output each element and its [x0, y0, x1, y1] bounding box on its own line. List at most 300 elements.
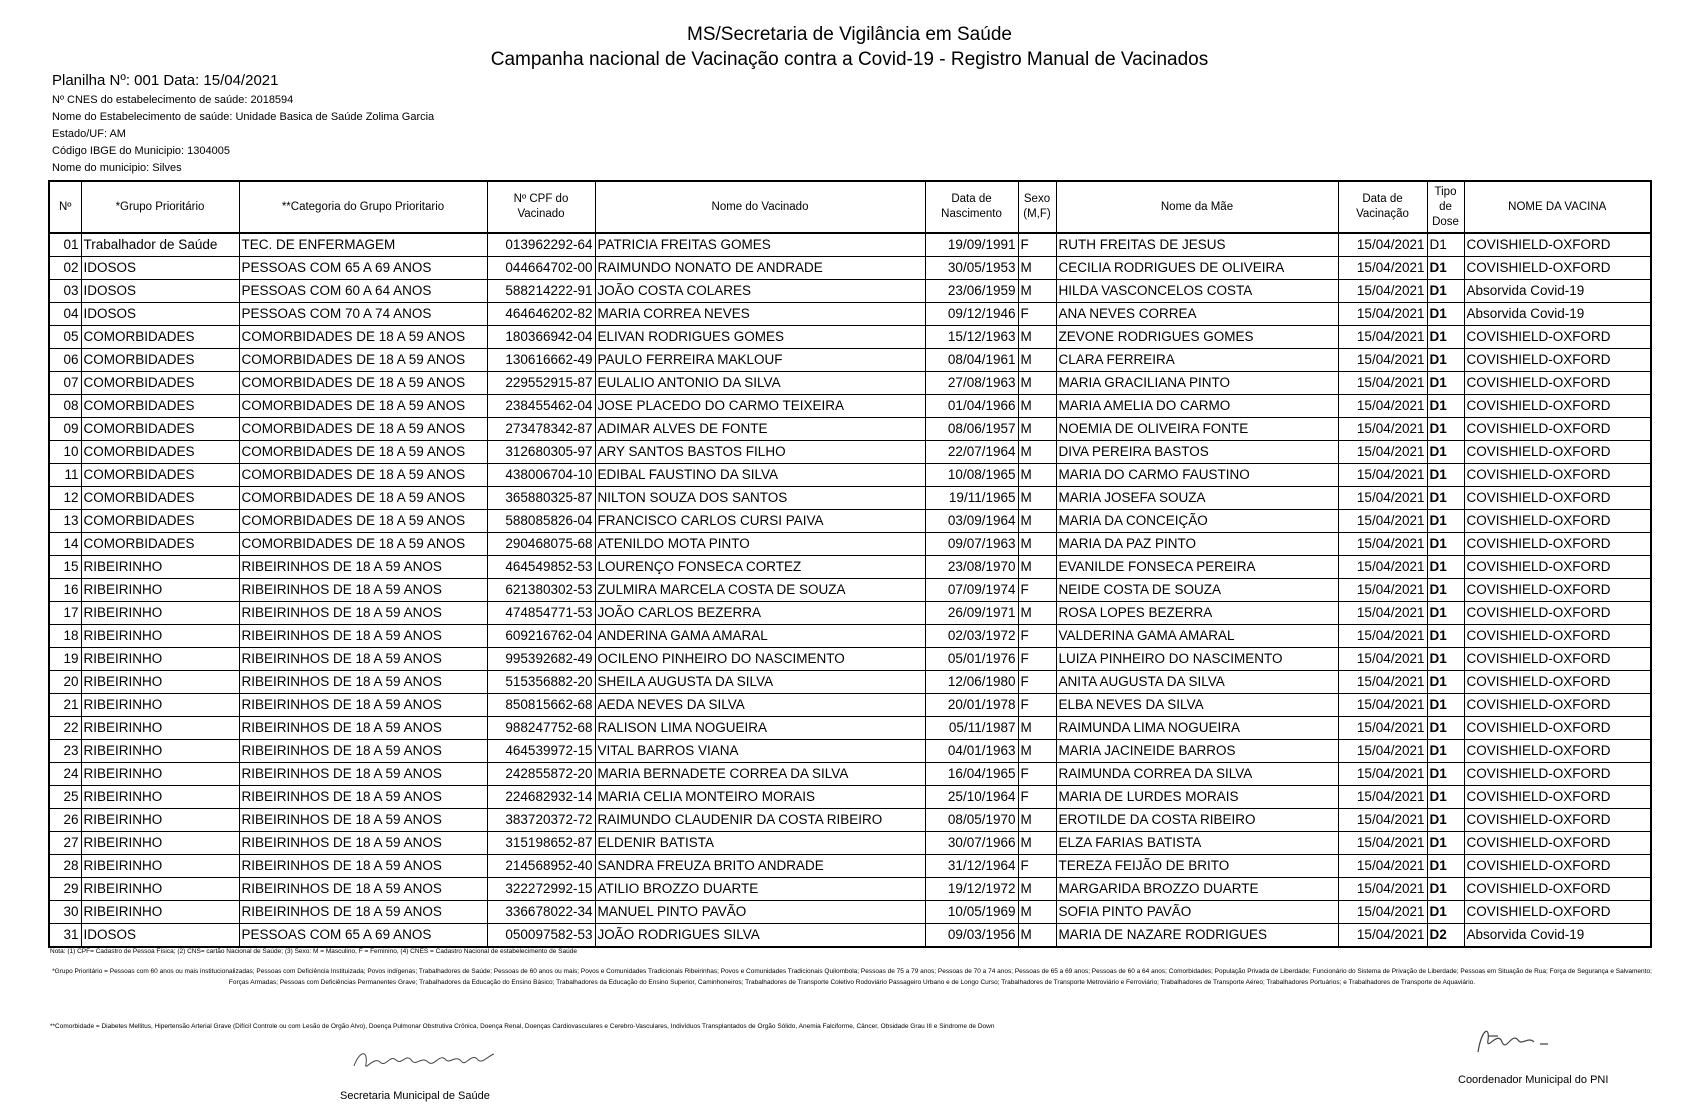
cell-vaccine-name: COVISHIELD-OXFORD — [1464, 786, 1651, 809]
cell-cpf: 365880325-87 — [487, 487, 595, 510]
table-row — [49, 924, 1651, 948]
cell-birth-date: 23/06/1959 — [925, 280, 1018, 303]
cell-category: COMORBIDADES DE 18 A 59 ANOS — [239, 464, 487, 487]
cell-dose-type: D1 — [1427, 418, 1464, 441]
cell-vaccinated-name: JOÃO CARLOS BEZERRA — [595, 602, 925, 625]
table-row — [49, 556, 1651, 579]
cell-vaccine-name: COVISHIELD-OXFORD — [1464, 372, 1651, 395]
cell-vaccine-name: COVISHIELD-OXFORD — [1464, 625, 1651, 648]
cell-vaccinated-name: RAIMUNDO CLAUDENIR DA COSTA RIBEIRO — [595, 809, 925, 832]
table-row — [49, 694, 1651, 717]
header-col-number: Nº — [49, 181, 81, 233]
table-row — [49, 280, 1651, 303]
cell-cpf: 383720372-72 — [487, 809, 595, 832]
cell-category: RIBEIRINHOS DE 18 A 59 ANOS — [239, 809, 487, 832]
cell-mother-name: ELZA FARIAS BATISTA — [1056, 832, 1338, 855]
cell-birth-date: 09/12/1946 — [925, 303, 1018, 326]
header-col-dose-type: Tipo de Dose — [1427, 181, 1464, 233]
cell-category: COMORBIDADES DE 18 A 59 ANOS — [239, 372, 487, 395]
cell-cpf: 242855872-20 — [487, 763, 595, 786]
cell-cpf: 013962292-64 — [487, 233, 595, 257]
cell-cpf: 609216762-04 — [487, 625, 595, 648]
header-col-sex: Sexo (M,F) — [1018, 181, 1056, 233]
cell-vaccinated-name: PAULO FERREIRA MAKLOUF — [595, 349, 925, 372]
cell-number: 23 — [49, 740, 81, 763]
table-row — [49, 372, 1651, 395]
cell-vaccinated-name: MANUEL PINTO PAVÃO — [595, 901, 925, 924]
table-row — [49, 786, 1651, 809]
cell-vaccination-date: 15/04/2021 — [1338, 740, 1427, 763]
cell-vaccination-date: 15/04/2021 — [1338, 763, 1427, 786]
cell-sex: M — [1018, 487, 1056, 510]
cell-vaccinated-name: ADIMAR ALVES DE FONTE — [595, 418, 925, 441]
cell-category: COMORBIDADES DE 18 A 59 ANOS — [239, 510, 487, 533]
cell-sex: M — [1018, 441, 1056, 464]
cell-birth-date: 03/09/1964 — [925, 510, 1018, 533]
comorbidity-footnote: **Comorbidade = Diabetes Mellitus, Hipertensão Arterial Grave (Difícil Controle ou com Lesão de Orgão Alvo), Doença Pulmonar Obstrutiva Crônica, Doença Renal, Doenças Cardiovasculares e Cerebro-Vasculares, Indivíduos Transplantados de Orgão Sólido, Anemia Falciforme, Câncer, Obsidade Grau III e Sindrome de Down — [50, 1023, 995, 1030]
cell-category: TEC. DE ENFERMAGEM — [239, 233, 487, 257]
cell-vaccinated-name: SHEILA AUGUSTA DA SILVA — [595, 671, 925, 694]
cell-priority-group: COMORBIDADES — [81, 349, 239, 372]
cell-vaccine-name: COVISHIELD-OXFORD — [1464, 671, 1651, 694]
cell-mother-name: EROTILDE DA COSTA RIBEIRO — [1056, 809, 1338, 832]
cell-vaccinated-name: RALISON LIMA NOGUEIRA — [595, 717, 925, 740]
cell-dose-type: D1 — [1427, 395, 1464, 418]
cell-vaccine-name: COVISHIELD-OXFORD — [1464, 648, 1651, 671]
cell-mother-name: ANITA AUGUSTA DA SILVA — [1056, 671, 1338, 694]
cell-number: 17 — [49, 602, 81, 625]
cell-category: RIBEIRINHOS DE 18 A 59 ANOS — [239, 740, 487, 763]
cell-birth-date: 05/11/1987 — [925, 717, 1018, 740]
cell-vaccination-date: 15/04/2021 — [1338, 855, 1427, 878]
cell-sex: F — [1018, 763, 1056, 786]
table-row — [49, 855, 1651, 878]
cell-dose-type: D1 — [1427, 901, 1464, 924]
cell-mother-name: MARIA DA PAZ PINTO — [1056, 533, 1338, 556]
cell-vaccine-name: COVISHIELD-OXFORD — [1464, 832, 1651, 855]
cell-birth-date: 16/04/1965 — [925, 763, 1018, 786]
cell-mother-name: DIVA PEREIRA BASTOS — [1056, 441, 1338, 464]
cell-vaccinated-name: MARIA CORREA NEVES — [595, 303, 925, 326]
cell-priority-group: RIBEIRINHO — [81, 671, 239, 694]
left-signature — [350, 1046, 500, 1074]
cnes-line: Nº CNES do estabelecimento de saúde: 2018594 — [52, 94, 294, 106]
cell-vaccinated-name: PATRICIA FREITAS GOMES — [595, 233, 925, 257]
cell-dose-type: D1 — [1427, 556, 1464, 579]
cell-mother-name: MARIA GRACILIANA PINTO — [1056, 372, 1338, 395]
cell-cpf: 050097582-53 — [487, 924, 595, 948]
right-signature-label: Coordenador Municipal do PNI — [1458, 1074, 1609, 1086]
cell-mother-name: CLARA FERREIRA — [1056, 349, 1338, 372]
cell-category: RIBEIRINHOS DE 18 A 59 ANOS — [239, 901, 487, 924]
table-header-row — [49, 181, 1651, 233]
cell-sex: F — [1018, 786, 1056, 809]
cell-vaccinated-name: VITAL BARROS VIANA — [595, 740, 925, 763]
cell-mother-name: RAIMUNDA LIMA NOGUEIRA — [1056, 717, 1338, 740]
cell-birth-date: 26/09/1971 — [925, 602, 1018, 625]
cell-priority-group: IDOSOS — [81, 257, 239, 280]
planilha-number: Planilha Nº: 001 Data: 15/04/2021 — [52, 72, 279, 89]
table-row — [49, 671, 1651, 694]
cell-number: 31 — [49, 924, 81, 948]
cell-category: RIBEIRINHOS DE 18 A 59 ANOS — [239, 878, 487, 901]
cell-vaccinated-name: MARIA CELIA MONTEIRO MORAIS — [595, 786, 925, 809]
establishment-line: Nome do Estabelecimento de saúde: Unidade Basica de Saúde Zolima Garcia — [52, 111, 435, 123]
cell-priority-group: RIBEIRINHO — [81, 602, 239, 625]
cell-number: 02 — [49, 257, 81, 280]
cell-cpf: 588085826-04 — [487, 510, 595, 533]
cell-vaccine-name: Absorvida Covid-19 — [1464, 280, 1651, 303]
cell-number: 08 — [49, 395, 81, 418]
header-col-vaccination-date: Data de Vacinação — [1338, 181, 1427, 233]
cell-cpf: 988247752-68 — [487, 717, 595, 740]
cell-number: 19 — [49, 648, 81, 671]
cell-sex: M — [1018, 602, 1056, 625]
cell-vaccine-name: COVISHIELD-OXFORD — [1464, 441, 1651, 464]
cell-priority-group: RIBEIRINHO — [81, 809, 239, 832]
cell-dose-type: D1 — [1427, 878, 1464, 901]
cell-number: 16 — [49, 579, 81, 602]
cell-vaccination-date: 15/04/2021 — [1338, 372, 1427, 395]
cell-mother-name: NOEMIA DE OLIVEIRA FONTE — [1056, 418, 1338, 441]
cell-number: 15 — [49, 556, 81, 579]
cell-dose-type: D2 — [1427, 924, 1464, 948]
cell-cpf: 336678022-34 — [487, 901, 595, 924]
document-header — [0, 22, 1699, 72]
table-row — [49, 717, 1651, 740]
priority-group-footnote: *Grupo Prioritário = Pessoas com 60 anos ou mais institucionalizadas; Pessoas com Deficiência Instituizada; Povos indígenas; Trabalhadores de Saúde; Pessoas de 60 anos ou mais; Povos e Comunidades Tradicionais Ribeirinhas; Povos e Comunidades Tradicionais Quilombola; Pessoas de 75 a 79 anos; Pessoas de 70 a 74 anos; Pessoas de 65 a 69 anos; Pessoas de 60 a 64 anos; Comorbidades; População Privada de Liberdade; Funcionário do Sistema de Privação de Liberdade; Pessoas em Situação de Rua; Força de Segurança e Salvamento; Forças Armadas; Pessoas com Deficiências Permanentes Grave; Trabalhadores da Educação do Ensino Básico; Trabalhadores da Educação do Ensino Superior, Caminhoneiros; Trabalhadores de Transporte Coletivo Rodoviário Passageiro Urbano e de Longo Curso; Trabalhadores de Transporte Metroviário e Ferroviário; Trabalhadores de Transporte Aéreo; Trabalhadores Portuários; e Trabalhadores de Transporte de Aquaviário. — [52, 968, 1652, 986]
cell-birth-date: 27/08/1963 — [925, 372, 1018, 395]
cell-vaccinated-name: EULALIO ANTONIO DA SILVA — [595, 372, 925, 395]
cell-birth-date: 23/08/1970 — [925, 556, 1018, 579]
table-row — [49, 257, 1651, 280]
cell-vaccination-date: 15/04/2021 — [1338, 487, 1427, 510]
cell-birth-date: 30/05/1953 — [925, 257, 1018, 280]
cell-number: 20 — [49, 671, 81, 694]
cell-cpf: 515356882-20 — [487, 671, 595, 694]
cell-cpf: 273478342-87 — [487, 418, 595, 441]
cell-dose-type: D1 — [1427, 625, 1464, 648]
cell-category: RIBEIRINHOS DE 18 A 59 ANOS — [239, 763, 487, 786]
cell-vaccine-name: COVISHIELD-OXFORD — [1464, 257, 1651, 280]
cell-mother-name: MARIA DO CARMO FAUSTINO — [1056, 464, 1338, 487]
cell-cpf: 438006704-10 — [487, 464, 595, 487]
cell-sex: F — [1018, 303, 1056, 326]
cell-vaccinated-name: EDIBAL FAUSTINO DA SILVA — [595, 464, 925, 487]
table-row — [49, 602, 1651, 625]
cell-vaccinated-name: NILTON SOUZA DOS SANTOS — [595, 487, 925, 510]
establishment-info — [52, 72, 434, 177]
cell-priority-group: COMORBIDADES — [81, 533, 239, 556]
cell-priority-group: COMORBIDADES — [81, 510, 239, 533]
cell-cpf: 229552915-87 — [487, 372, 595, 395]
cell-sex: M — [1018, 280, 1056, 303]
table-row — [49, 832, 1651, 855]
cell-vaccine-name: COVISHIELD-OXFORD — [1464, 556, 1651, 579]
cell-vaccine-name: COVISHIELD-OXFORD — [1464, 740, 1651, 763]
cell-mother-name: EVANILDE FONSECA PEREIRA — [1056, 556, 1338, 579]
cell-mother-name: MARIA DA CONCEIÇÃO — [1056, 510, 1338, 533]
header-col-priority-group: *Grupo Prioritário — [81, 181, 239, 233]
cell-sex: M — [1018, 832, 1056, 855]
cell-sex: M — [1018, 717, 1056, 740]
table-row — [49, 901, 1651, 924]
cell-number: 10 — [49, 441, 81, 464]
cell-number: 12 — [49, 487, 81, 510]
table-row — [49, 740, 1651, 763]
cell-vaccination-date: 15/04/2021 — [1338, 671, 1427, 694]
cell-cpf: 850815662-68 — [487, 694, 595, 717]
cell-birth-date: 31/12/1964 — [925, 855, 1018, 878]
cell-birth-date: 10/05/1969 — [925, 901, 1018, 924]
cell-sex: M — [1018, 395, 1056, 418]
cell-birth-date: 10/08/1965 — [925, 464, 1018, 487]
cell-dose-type: D1 — [1427, 441, 1464, 464]
cell-category: RIBEIRINHOS DE 18 A 59 ANOS — [239, 579, 487, 602]
cell-priority-group: RIBEIRINHO — [81, 579, 239, 602]
cell-cpf: 621380302-53 — [487, 579, 595, 602]
table-row — [49, 464, 1651, 487]
cell-cpf: 214568952-40 — [487, 855, 595, 878]
cell-vaccinated-name: AEDA NEVES DA SILVA — [595, 694, 925, 717]
cell-birth-date: 02/03/1972 — [925, 625, 1018, 648]
right-signature — [1468, 1022, 1558, 1062]
table-row — [49, 625, 1651, 648]
cell-vaccine-name: Absorvida Covid-19 — [1464, 924, 1651, 948]
cell-category: RIBEIRINHOS DE 18 A 59 ANOS — [239, 694, 487, 717]
cell-birth-date: 15/12/1963 — [925, 326, 1018, 349]
cell-vaccine-name: Absorvida Covid-19 — [1464, 303, 1651, 326]
cell-dose-type: D1 — [1427, 602, 1464, 625]
cell-vaccination-date: 15/04/2021 — [1338, 395, 1427, 418]
cell-sex: M — [1018, 809, 1056, 832]
cell-priority-group: COMORBIDADES — [81, 372, 239, 395]
cell-vaccine-name: COVISHIELD-OXFORD — [1464, 809, 1651, 832]
cell-vaccine-name: COVISHIELD-OXFORD — [1464, 855, 1651, 878]
cell-dose-type: D1 — [1427, 510, 1464, 533]
cell-vaccine-name: COVISHIELD-OXFORD — [1464, 487, 1651, 510]
cell-category: RIBEIRINHOS DE 18 A 59 ANOS — [239, 556, 487, 579]
cell-mother-name: RUTH FREITAS DE JESUS — [1056, 233, 1338, 257]
cell-vaccination-date: 15/04/2021 — [1338, 326, 1427, 349]
cell-priority-group: RIBEIRINHO — [81, 694, 239, 717]
cell-sex: F — [1018, 648, 1056, 671]
cell-cpf: 588214222-91 — [487, 280, 595, 303]
cell-mother-name: MARIA JOSEFA SOUZA — [1056, 487, 1338, 510]
cell-number: 05 — [49, 326, 81, 349]
cell-vaccinated-name: MARIA BERNADETE CORREA DA SILVA — [595, 763, 925, 786]
cell-mother-name: ANA NEVES CORREA — [1056, 303, 1338, 326]
cell-dose-type: D1 — [1427, 533, 1464, 556]
cell-vaccinated-name: ELDENIR BATISTA — [595, 832, 925, 855]
header-col-birth-date: Data de Nascimento — [925, 181, 1018, 233]
cell-vaccination-date: 15/04/2021 — [1338, 257, 1427, 280]
cell-sex: F — [1018, 625, 1056, 648]
cell-dose-type: D1 — [1427, 487, 1464, 510]
table-row — [49, 418, 1651, 441]
cell-priority-group: IDOSOS — [81, 280, 239, 303]
cell-birth-date: 08/05/1970 — [925, 809, 1018, 832]
cell-dose-type: D1 — [1427, 464, 1464, 487]
cell-priority-group: RIBEIRINHO — [81, 878, 239, 901]
cell-priority-group: RIBEIRINHO — [81, 832, 239, 855]
cell-vaccinated-name: OCILENO PINHEIRO DO NASCIMENTO — [595, 648, 925, 671]
cell-birth-date: 07/09/1974 — [925, 579, 1018, 602]
table-row — [49, 648, 1651, 671]
cell-category: RIBEIRINHOS DE 18 A 59 ANOS — [239, 832, 487, 855]
cell-vaccination-date: 15/04/2021 — [1338, 556, 1427, 579]
cell-vaccination-date: 15/04/2021 — [1338, 349, 1427, 372]
cell-vaccinated-name: ATILIO BROZZO DUARTE — [595, 878, 925, 901]
cell-cpf: 995392682-49 — [487, 648, 595, 671]
cell-vaccine-name: COVISHIELD-OXFORD — [1464, 464, 1651, 487]
cell-sex: M — [1018, 924, 1056, 948]
cell-vaccine-name: COVISHIELD-OXFORD — [1464, 717, 1651, 740]
cell-sex: F — [1018, 855, 1056, 878]
cell-cpf: 464646202-82 — [487, 303, 595, 326]
cell-birth-date: 01/04/1966 — [925, 395, 1018, 418]
cell-dose-type: D1 — [1427, 648, 1464, 671]
cell-cpf: 322272992-15 — [487, 878, 595, 901]
cell-priority-group: COMORBIDADES — [81, 418, 239, 441]
note-legend: Nota: (1) CPF= Cadastro de Pessoa Física; (2) CNS= cartão Nacional de Saúde; (3) Sexo: M = Masculino, F = Feminino, (4) CNES = Cadastro Nacional de estabelecimento de Saúde — [50, 948, 577, 955]
cell-dose-type: D1 — [1427, 257, 1464, 280]
cell-birth-date: 08/04/1961 — [925, 349, 1018, 372]
cell-dose-type: D1 — [1427, 786, 1464, 809]
cell-mother-name: MARIA AMELIA DO CARMO — [1056, 395, 1338, 418]
cell-vaccine-name: COVISHIELD-OXFORD — [1464, 694, 1651, 717]
cell-number: 07 — [49, 372, 81, 395]
cell-sex: M — [1018, 901, 1056, 924]
cell-vaccinated-name: JOÃO RODRIGUES SILVA — [595, 924, 925, 948]
cell-category: COMORBIDADES DE 18 A 59 ANOS — [239, 326, 487, 349]
cell-priority-group: Trabalhador de Saúde — [81, 233, 239, 257]
cell-mother-name: ROSA LOPES BEZERRA — [1056, 602, 1338, 625]
cell-vaccine-name: COVISHIELD-OXFORD — [1464, 233, 1651, 257]
cell-mother-name: CECILIA RODRIGUES DE OLIVEIRA — [1056, 257, 1338, 280]
cell-sex: M — [1018, 533, 1056, 556]
cell-vaccine-name: COVISHIELD-OXFORD — [1464, 763, 1651, 786]
cell-number: 09 — [49, 418, 81, 441]
cell-vaccine-name: COVISHIELD-OXFORD — [1464, 510, 1651, 533]
ibge-line: Código IBGE do Municipio: 1304005 — [52, 145, 230, 157]
cell-cpf: 315198652-87 — [487, 832, 595, 855]
cell-sex: M — [1018, 556, 1056, 579]
cell-vaccine-name: COVISHIELD-OXFORD — [1464, 602, 1651, 625]
cell-priority-group: RIBEIRINHO — [81, 740, 239, 763]
cell-category: COMORBIDADES DE 18 A 59 ANOS — [239, 395, 487, 418]
cell-birth-date: 19/11/1965 — [925, 487, 1018, 510]
cell-vaccination-date: 15/04/2021 — [1338, 694, 1427, 717]
table-row — [49, 441, 1651, 464]
cell-mother-name: MARIA DE NAZARE RODRIGUES — [1056, 924, 1338, 948]
cell-vaccinated-name: RAIMUNDO NONATO DE ANDRADE — [595, 257, 925, 280]
cell-sex: M — [1018, 878, 1056, 901]
table-row — [49, 349, 1651, 372]
cell-vaccination-date: 15/04/2021 — [1338, 533, 1427, 556]
cell-category: COMORBIDADES DE 18 A 59 ANOS — [239, 418, 487, 441]
cell-dose-type: D1 — [1427, 326, 1464, 349]
cell-dose-type: D1 — [1427, 372, 1464, 395]
cell-cpf: 464539972-15 — [487, 740, 595, 763]
cell-priority-group: RIBEIRINHO — [81, 763, 239, 786]
cell-number: 21 — [49, 694, 81, 717]
cell-priority-group: IDOSOS — [81, 303, 239, 326]
left-signature-label: Secretaria Municipal de Saúde — [340, 1090, 490, 1102]
cell-number: 04 — [49, 303, 81, 326]
cell-priority-group: COMORBIDADES — [81, 441, 239, 464]
table-row — [49, 533, 1651, 556]
cell-number: 30 — [49, 901, 81, 924]
cell-vaccination-date: 15/04/2021 — [1338, 280, 1427, 303]
cell-dose-type: D1 — [1427, 694, 1464, 717]
cell-mother-name: VALDERINA GAMA AMARAL — [1056, 625, 1338, 648]
cell-dose-type: D1 — [1427, 832, 1464, 855]
cell-number: 28 — [49, 855, 81, 878]
cell-number: 27 — [49, 832, 81, 855]
cell-sex: M — [1018, 510, 1056, 533]
cell-vaccination-date: 15/04/2021 — [1338, 878, 1427, 901]
cell-mother-name: NEIDE COSTA DE SOUZA — [1056, 579, 1338, 602]
cell-category: RIBEIRINHOS DE 18 A 59 ANOS — [239, 671, 487, 694]
cell-vaccination-date: 15/04/2021 — [1338, 579, 1427, 602]
cell-sex: F — [1018, 233, 1056, 257]
cell-number: 29 — [49, 878, 81, 901]
cell-birth-date: 08/06/1957 — [925, 418, 1018, 441]
cell-priority-group: IDOSOS — [81, 924, 239, 948]
vaccination-table — [48, 180, 1652, 948]
cell-cpf: 044664702-00 — [487, 257, 595, 280]
cell-vaccine-name: COVISHIELD-OXFORD — [1464, 579, 1651, 602]
cell-priority-group: RIBEIRINHO — [81, 625, 239, 648]
cell-category: COMORBIDADES DE 18 A 59 ANOS — [239, 441, 487, 464]
cell-category: RIBEIRINHOS DE 18 A 59 ANOS — [239, 625, 487, 648]
cell-vaccination-date: 15/04/2021 — [1338, 832, 1427, 855]
cell-cpf: 290468075-68 — [487, 533, 595, 556]
cell-birth-date: 04/01/1963 — [925, 740, 1018, 763]
cell-sex: F — [1018, 579, 1056, 602]
header-col-vaccinated-name: Nome do Vacinado — [595, 181, 925, 233]
cell-priority-group: RIBEIRINHO — [81, 901, 239, 924]
cell-number: 25 — [49, 786, 81, 809]
cell-birth-date: 09/03/1956 — [925, 924, 1018, 948]
cell-cpf: 130616662-49 — [487, 349, 595, 372]
cell-cpf: 312680305-97 — [487, 441, 595, 464]
table-row — [49, 326, 1651, 349]
state-line: Estado/UF: AM — [52, 128, 126, 140]
header-col-vaccine-name: NOME DA VACINA — [1464, 181, 1651, 233]
cell-birth-date: 22/07/1964 — [925, 441, 1018, 464]
table-row — [49, 233, 1651, 257]
cell-priority-group: COMORBIDADES — [81, 395, 239, 418]
cell-sex: M — [1018, 418, 1056, 441]
cell-vaccine-name: COVISHIELD-OXFORD — [1464, 418, 1651, 441]
cell-category: RIBEIRINHOS DE 18 A 59 ANOS — [239, 717, 487, 740]
header-col-cpf: Nº CPF do Vacinado — [487, 181, 595, 233]
header-col-mother-name: Nome da Mãe — [1056, 181, 1338, 233]
table-row — [49, 510, 1651, 533]
cell-vaccine-name: COVISHIELD-OXFORD — [1464, 878, 1651, 901]
cell-vaccination-date: 15/04/2021 — [1338, 924, 1427, 948]
title-campaign: Campanha nacional de Vacinação contra a Covid-19 - Registro Manual de Vacinados — [490, 49, 1209, 70]
cell-vaccine-name: COVISHIELD-OXFORD — [1464, 395, 1651, 418]
cell-vaccine-name: COVISHIELD-OXFORD — [1464, 349, 1651, 372]
cell-category: PESSOAS COM 70 A 74 ANOS — [239, 303, 487, 326]
cell-number: 06 — [49, 349, 81, 372]
cell-sex: M — [1018, 326, 1056, 349]
cell-vaccine-name: COVISHIELD-OXFORD — [1464, 326, 1651, 349]
table-row — [49, 303, 1651, 326]
